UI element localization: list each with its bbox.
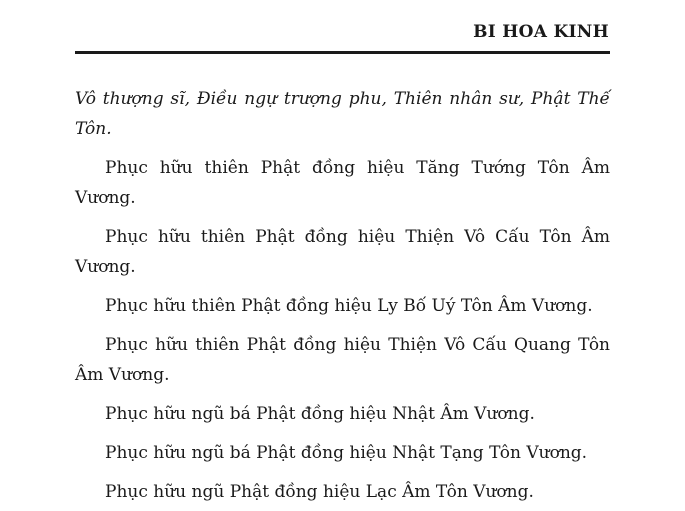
paragraph: Phục hữu ngũ bá Phật đồng hiệu Nhật Âm Vương. [105, 404, 535, 424]
paragraph: Phục hữu ngũ bá Phật đồng hiệu Nhật Tạng Tôn Vương. [105, 443, 588, 463]
paragraph-continuation: Vô thượng sĩ, Điều ngự trượng phu, Thiên nhân sư, Phật Thế Tôn. [75, 89, 610, 139]
paragraph: Phục hữu thiên Phật đồng hiệu Tăng Tướng Tôn Âm Vương. [75, 158, 610, 208]
paragraph: Phục hữu thiên Phật đồng hiệu Ly Bố Uý Tôn Âm Vương. [105, 296, 593, 316]
paragraph: Phục hữu ngũ Phật đồng hiệu Lạc Âm Tôn Vương. [105, 482, 534, 502]
paragraph: Phục hữu thiên Phật đồng hiệu Thiện Vô Cấu Tôn Âm Vương. [75, 227, 610, 277]
paragraph: Phục hữu thiên Phật đồng hiệu Thiện Vô Cấu Quang Tôn Âm Vương. [75, 335, 610, 385]
body-text [75, 84, 610, 511]
header-rule [75, 51, 610, 54]
running-header: BI HOA KINH [473, 22, 609, 42]
